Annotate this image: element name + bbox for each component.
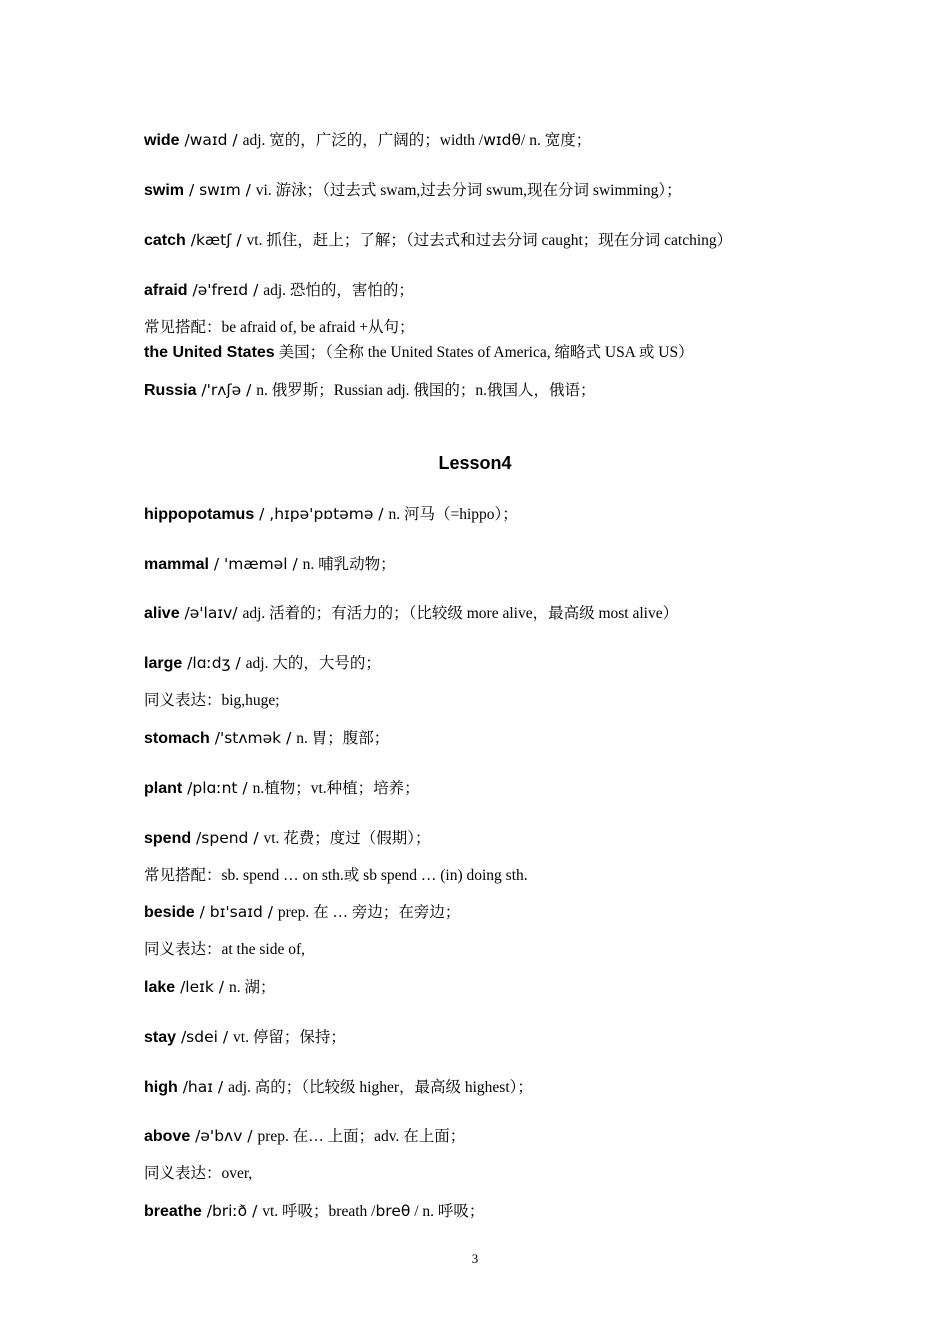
phonetic: /'stʌmək / <box>209 729 297 747</box>
headword: the United States <box>144 344 275 361</box>
phonetic: / swɪm / <box>184 181 256 199</box>
definition: n. 哺乳动物； <box>302 556 396 573</box>
definition: n. 胃；腹部； <box>296 730 390 747</box>
entry-wide <box>144 130 591 151</box>
definition: adj. 大的，大号的； <box>245 655 381 672</box>
entry-lake <box>144 977 275 998</box>
headword: mammal <box>144 556 209 573</box>
headword: plant <box>144 780 183 797</box>
entry-stay <box>144 1027 346 1048</box>
definition: prep. 在 … 旁边；在旁边； <box>277 904 461 921</box>
phonetic: /ə'bʌv / <box>190 1127 258 1145</box>
headword: afraid <box>144 282 188 299</box>
definition: prep. 在… 上面；adv. 在上面； <box>257 1128 466 1145</box>
entry-united-states <box>144 343 694 363</box>
definition: vi. 游泳；（过去式 swam,过去分词 swum,现在分词 swimming）； <box>255 182 682 199</box>
headword: high <box>144 1079 178 1096</box>
entry-afraid <box>144 280 414 301</box>
phonetic: /leɪk / <box>175 978 229 996</box>
definition: vt. 抓住，赶上；了解；（过去式和过去分词 caught；现在分词 catching） <box>246 232 733 249</box>
phonetic: / ,hɪpə'pɒtəmə / <box>254 505 389 523</box>
definition: n. 俄罗斯；Russian adj. 俄国的；n.俄国人，俄语； <box>256 382 596 399</box>
entry-high <box>144 1077 533 1098</box>
definition-2: / n. 呼吸； <box>410 1203 485 1220</box>
headword: spend <box>144 830 192 847</box>
phonetic: /kætʃ / <box>185 231 247 249</box>
phonetic-2: wɪdθ <box>483 131 522 149</box>
definition: n. 河马（=hippo）； <box>388 506 518 523</box>
phonetic: /spend / <box>191 829 264 847</box>
definition-2: / n. 宽度； <box>521 132 592 149</box>
definition: vt. 花费；度过（假期）； <box>263 830 431 847</box>
definition: n. 湖； <box>228 979 276 996</box>
headword: large <box>144 655 183 672</box>
headword: Russia <box>144 382 197 399</box>
entry-beside <box>144 902 460 923</box>
headword: alive <box>144 605 180 622</box>
phonetic: / bɪ'saɪd / <box>194 903 278 921</box>
headword: wide <box>144 132 180 149</box>
definition: adj. 宽的，广泛的，广阔的；width / <box>242 132 484 149</box>
definition: vt. 停留；保持； <box>233 1029 346 1046</box>
phonetic: /plɑːnt / <box>182 779 253 797</box>
phonetic: /briːð / <box>201 1202 263 1220</box>
phonetic-2: breθ <box>375 1202 411 1220</box>
definition: adj. 活着的；有活力的；（比较级 more alive，最高级 most alive） <box>242 605 679 622</box>
entry-large <box>144 653 381 674</box>
definition: 美国；（全称 the United States of America, 缩略式 USA 或 US） <box>274 344 694 361</box>
headword: lake <box>144 979 176 996</box>
definition: adj. 高的；（比较级 higher，最高级 highest）； <box>228 1079 533 1096</box>
collocation-spend: 常见搭配：sb. spend … on sth.或 sb spend … (in) doing sth. <box>144 867 528 884</box>
entry-hippopotamus <box>144 504 518 525</box>
page-number: 3 <box>471 1251 479 1266</box>
entry-spend <box>144 828 431 849</box>
definition: n.植物；vt.种植；培养； <box>252 780 420 797</box>
entry-above <box>144 1126 465 1147</box>
phonetic: /ə'freɪd / <box>187 281 264 299</box>
entry-stomach <box>144 728 389 749</box>
entry-plant <box>144 778 420 799</box>
collocation-afraid: 常见搭配：be afraid of, be afraid +从句； <box>144 319 415 336</box>
headword: breathe <box>144 1203 202 1220</box>
entry-breathe <box>144 1201 484 1222</box>
phonetic: /waɪd / <box>179 131 243 149</box>
synonym-beside: 同义表达：at the side of, <box>144 941 306 958</box>
headword: stay <box>144 1029 177 1046</box>
entry-swim <box>144 180 682 201</box>
headword: catch <box>144 232 186 249</box>
phonetic: /sdei / <box>176 1028 234 1046</box>
phonetic: /lɑːdʒ / <box>182 654 246 672</box>
synonym-large: 同义表达：big,huge; <box>144 692 280 709</box>
entry-russia <box>144 380 596 401</box>
definition: adj. 恐怕的，害怕的； <box>263 282 414 299</box>
definition: vt. 呼吸；breath / <box>262 1203 376 1220</box>
headword: swim <box>144 182 185 199</box>
headword: above <box>144 1128 191 1145</box>
headword: hippopotamus <box>144 506 255 523</box>
phonetic: /ə'laɪv/ <box>179 604 243 622</box>
entry-mammal <box>144 554 396 575</box>
phonetic: /haɪ / <box>177 1078 229 1096</box>
headword: stomach <box>144 730 210 747</box>
phonetic: / 'mæməl / <box>208 555 303 573</box>
phonetic: /'rʌʃə / <box>196 381 257 399</box>
headword: beside <box>144 904 195 921</box>
synonym-above: 同义表达：over, <box>144 1165 253 1182</box>
entry-catch <box>144 230 732 251</box>
entry-alive <box>144 603 678 624</box>
lesson-heading: Lesson4 <box>438 453 512 473</box>
